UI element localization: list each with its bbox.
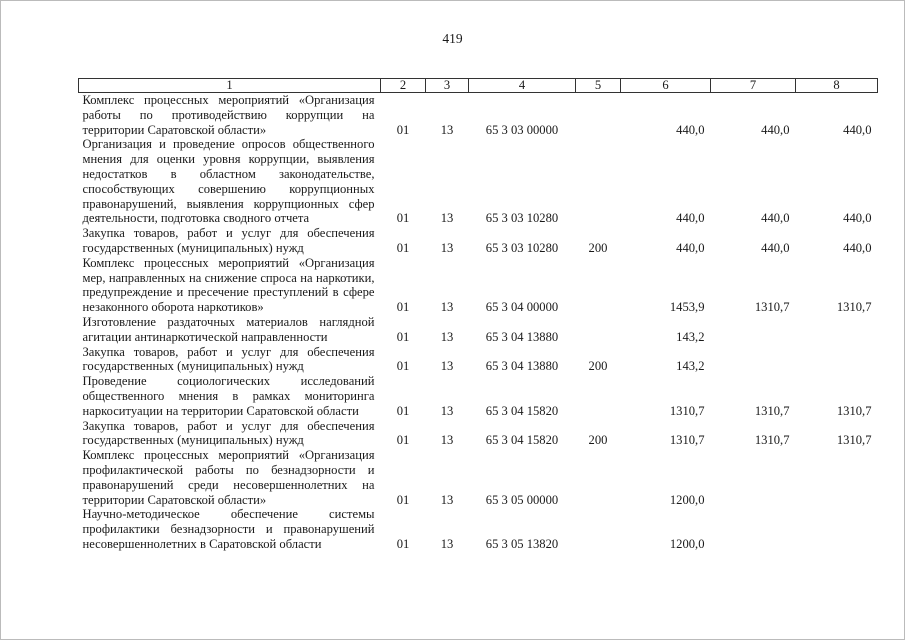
column-header-7: 7 bbox=[711, 79, 796, 93]
expense-type bbox=[576, 507, 621, 551]
subsection-code: 13 bbox=[440, 211, 454, 226]
item-name: Проведение социологических исследований общественного мнения в рамках мониторинга наркоситуации на территории Саратовской области bbox=[82, 374, 375, 418]
column-header-1: 1 bbox=[79, 79, 381, 93]
expense-type bbox=[576, 448, 621, 507]
target-article: 65 3 04 13880 bbox=[485, 329, 559, 344]
item-name: Закупка товаров, работ и услуг для обеспечения государственных (муниципальных) нужд bbox=[82, 226, 375, 255]
expense-type bbox=[576, 137, 621, 226]
table-row bbox=[79, 137, 878, 226]
amount-year-2: 440,0 bbox=[761, 122, 790, 137]
amount-year-1: 440,0 bbox=[676, 211, 705, 226]
section-code: 01 bbox=[396, 359, 410, 374]
target-article: 65 3 04 15820 bbox=[485, 403, 559, 418]
section-code: 01 bbox=[396, 403, 410, 418]
table-row bbox=[79, 507, 878, 551]
amount-year-2 bbox=[711, 507, 796, 551]
column-header-5: 5 bbox=[576, 79, 621, 93]
target-article: 65 3 05 00000 bbox=[485, 492, 559, 507]
table-row bbox=[79, 315, 878, 345]
budget-table bbox=[78, 78, 878, 552]
table-row bbox=[79, 345, 878, 375]
amount-year-3: 1310,7 bbox=[836, 403, 872, 418]
section-code: 01 bbox=[396, 300, 410, 315]
expense-type bbox=[576, 374, 621, 418]
item-name: Комплекс процессных мероприятий «Организация мер, направленных на снижение спроса на наркотики, предупреждение и пресечение преступлений в сфере незаконного оборота наркотиков» bbox=[82, 255, 375, 315]
table-row bbox=[79, 226, 878, 256]
amount-year-2: 1310,7 bbox=[754, 433, 790, 448]
subsection-code: 13 bbox=[440, 492, 454, 507]
amount-year-1: 440,0 bbox=[676, 122, 705, 137]
section-code: 01 bbox=[396, 240, 410, 255]
amount-year-3 bbox=[796, 345, 878, 375]
target-article: 65 3 05 13820 bbox=[485, 536, 559, 551]
expense-type bbox=[576, 93, 621, 138]
amount-year-2 bbox=[711, 315, 796, 345]
subsection-code: 13 bbox=[440, 433, 454, 448]
column-header-3: 3 bbox=[426, 79, 469, 93]
table-row bbox=[79, 93, 878, 138]
amount-year-1: 1310,7 bbox=[669, 433, 705, 448]
subsection-code: 13 bbox=[440, 240, 454, 255]
amount-year-1: 440,0 bbox=[676, 240, 705, 255]
section-code: 01 bbox=[396, 329, 410, 344]
amount-year-2: 440,0 bbox=[761, 211, 790, 226]
item-name: Закупка товаров, работ и услуг для обеспечения государственных (муниципальных) нужд bbox=[82, 344, 375, 374]
item-name: Комплекс процессных мероприятий «Организация профилактической работы по безнадзорности и правонарушений среди несовершеннолетних на территории Саратовской области» bbox=[82, 448, 375, 507]
expense-type: 200 bbox=[588, 433, 608, 448]
amount-year-1: 143,2 bbox=[676, 359, 705, 374]
table-row bbox=[79, 448, 878, 507]
amount-year-1: 1310,7 bbox=[669, 403, 705, 418]
amount-year-3: 440,0 bbox=[843, 240, 872, 255]
target-article: 65 3 04 00000 bbox=[485, 300, 559, 315]
page-number: 419 bbox=[442, 31, 463, 46]
table-row bbox=[79, 374, 878, 418]
subsection-code: 13 bbox=[440, 536, 454, 551]
amount-year-2 bbox=[711, 448, 796, 507]
column-header-2: 2 bbox=[381, 79, 426, 93]
item-name: Комплекс процессных мероприятий «Организация работы по противодействию коррупции на территории Саратовской области» bbox=[82, 93, 375, 137]
target-article: 65 3 03 10280 bbox=[485, 211, 559, 226]
amount-year-3: 1310,7 bbox=[836, 300, 872, 315]
column-header-4: 4 bbox=[469, 79, 576, 93]
table-row bbox=[79, 256, 878, 315]
section-code: 01 bbox=[396, 433, 410, 448]
amount-year-1: 143,2 bbox=[676, 329, 705, 344]
column-header-8: 8 bbox=[796, 79, 878, 93]
subsection-code: 13 bbox=[440, 403, 454, 418]
item-name: Изготовление раздаточных материалов наглядной агитации антинаркотической направленности bbox=[82, 314, 375, 344]
target-article: 65 3 03 00000 bbox=[485, 122, 559, 137]
section-code: 01 bbox=[396, 122, 410, 137]
table-header-row bbox=[79, 79, 878, 93]
target-article: 65 3 04 15820 bbox=[485, 433, 559, 448]
subsection-code: 13 bbox=[440, 300, 454, 315]
amount-year-3: 1310,7 bbox=[836, 433, 872, 448]
section-code: 01 bbox=[396, 211, 410, 226]
amount-year-2 bbox=[711, 345, 796, 375]
section-code: 01 bbox=[396, 492, 410, 507]
amount-year-3 bbox=[796, 507, 878, 551]
item-name: Организация и проведение опросов общественного мнения для оценки уровня коррупции, выявления недостатков в областном законодательстве, способствующих совершению коррупционных правонарушений, выявления коррупционных сфер деятельности, подготовка сводного отчета bbox=[82, 137, 375, 226]
column-header-6: 6 bbox=[621, 79, 711, 93]
amount-year-3: 440,0 bbox=[843, 211, 872, 226]
amount-year-2: 1310,7 bbox=[754, 300, 790, 315]
subsection-code: 13 bbox=[440, 122, 454, 137]
expense-type: 200 bbox=[588, 359, 608, 374]
table-row bbox=[79, 419, 878, 449]
subsection-code: 13 bbox=[440, 329, 454, 344]
expense-type bbox=[576, 315, 621, 345]
amount-year-1: 1453,9 bbox=[669, 300, 705, 315]
amount-year-3: 440,0 bbox=[843, 122, 872, 137]
amount-year-2: 440,0 bbox=[761, 240, 790, 255]
item-name: Научно-методическое обеспечение системы профилактики безнадзорности и правонарушений несовершеннолетних в Саратовской области bbox=[82, 507, 375, 551]
expense-type: 200 bbox=[588, 240, 608, 255]
target-article: 65 3 03 10280 bbox=[485, 240, 559, 255]
amount-year-2: 1310,7 bbox=[754, 403, 790, 418]
subsection-code: 13 bbox=[440, 359, 454, 374]
amount-year-3 bbox=[796, 448, 878, 507]
item-name: Закупка товаров, работ и услуг для обеспечения государственных (муниципальных) нужд bbox=[82, 418, 375, 448]
expense-type bbox=[576, 256, 621, 315]
target-article: 65 3 04 13880 bbox=[485, 359, 559, 374]
amount-year-1: 1200,0 bbox=[669, 492, 705, 507]
amount-year-1: 1200,0 bbox=[669, 536, 705, 551]
amount-year-3 bbox=[796, 315, 878, 345]
section-code: 01 bbox=[396, 536, 410, 551]
